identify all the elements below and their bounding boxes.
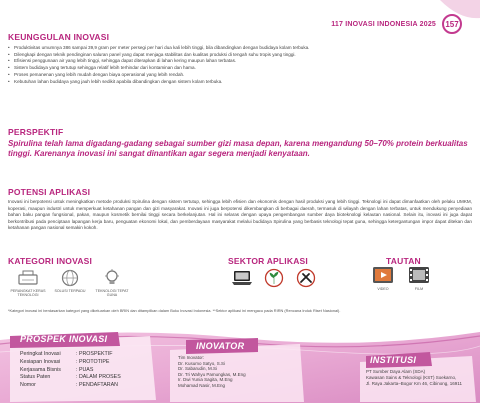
kategori-label: TEKNOLOGI TEPAT GUNA: [95, 289, 129, 298]
prospek-row: Kesiapan Inovasi : PROTOTIPE: [20, 358, 110, 365]
sektor-item: [260, 268, 288, 288]
page-header: [331, 14, 462, 34]
kategori-icons: [10, 268, 130, 297]
prospek-row: Status Paten : DALAM PROSES: [20, 374, 121, 381]
inovator-line: Dr. Sabarudin, M.Si: [178, 366, 218, 372]
institusi-line: Kawasan Sains & Teknologi (KST) Soekarno,: [366, 374, 457, 380]
kategori-label: SOLUSI TERPADU: [54, 289, 86, 293]
plant-icon: [261, 268, 287, 288]
list-item: • Dilengkapi dengan teknik pendinginan saluran panel yang dapat menjaga stabilitas dan kualitas produksi di tengah suhu tropis yang tinggi.: [8, 52, 468, 59]
potensi-text: Inovasi ini berpotensi untuk meningkatkan metode produksi Spirulina dengan sistem tertutup, sehingga lebih efisien dan ekonomis dengan hasil produksi yang lebih tinggi. Teknologi ini dapat dimanfaatkan oleh pelaku UMKM, koperasi, maupun industri untuk memperkuat ketahanan pangan dan gizi masyarakat. Inovasi ini juga berpotensi dikembangkan di berbagai daerah, termasuk di wilayah dengan lahan terbatas, untuk mendukung penyediaan bahan baku pangan fungsional, pakan, maupun kosmetik bernilai tinggi secara berkelanjutan. Hal ini selaras dengan upaya pengembangan sumber daya bioteknologi kelautan nasional. Selain itu, inovasi ini juga dapat berkontribusi pada penciptaan lapangan kerja baru, penguatan ekonomi lokal, dan pemberdayaan masyarakat melalui budidaya Spirulina yang berbasis teknologi tepat guna, sehingga ketergantungan impor dapat ditekan dan ketahanan pangan nasional semakin kokoh.: [8, 199, 472, 231]
kategori-heading: KATEGORI INOVASI: [8, 256, 93, 266]
tautan-film-link[interactable]: [404, 266, 434, 291]
laptop-icon: [229, 268, 255, 288]
keunggulan-heading: KEUNGGULAN INOVASI: [8, 32, 110, 42]
sektor-item: [228, 268, 256, 288]
tautan-icons: [368, 266, 434, 291]
list-item: • Kebutuhan lahan budidaya yang jauh lebih sedikit apabila dibandingkan dengan sistem kolam terbuka.: [8, 79, 468, 86]
page-number: 157: [442, 14, 462, 34]
perspektif-heading: PERSPEKTIF: [8, 127, 64, 137]
footnote: *Kategori inovasi ini berdasarkan kategori yang dikeluarkan oleh BRIN dan ditampilkan dalam Buku Inovasi Indonesia. **Sektor aplikasi ini mengacu pada RIRN (Rencana Induk Riset Nasional).: [8, 308, 341, 313]
perspektif-text: Spirulina telah lama digadang-gadang sebagai sumber gizi masa depan, karena mengandung 50–70% protein berkualitas tinggi. Karenanya inovasi ini sangat dinantikan agar segera menjadi kenyataan.: [8, 139, 468, 159]
kategori-label: PERANGKAT KERAS TEKNOLOGI: [10, 289, 46, 298]
prospek-row: Nomor : PENDAFTARAN: [20, 382, 118, 389]
list-item: • Sistem budidaya yang tertutup sehingga relatif lebih terhindar dari kontaminan dan hama.: [8, 65, 468, 72]
hardware-icon: [15, 268, 41, 288]
inovator-line: Dr. Kusumo Satyo, S.Si: [178, 360, 226, 366]
institusi-heading: INSTITUSI: [370, 355, 417, 365]
list-item: • Efisiensi penggunaan air yang lebih tinggi, sehingga dapat diterapkan di lahan kering maupun lahan terbatas.: [8, 58, 468, 65]
sektor-heading: SEKTOR APLIKASI: [228, 256, 308, 266]
inovator-line: Dr. Tri Wahyu Pamungkas, M.Eng: [178, 371, 246, 377]
inovator-heading: INOVATOR: [196, 341, 245, 351]
tautan-label: VIDEO: [377, 287, 389, 291]
potensi-heading: POTENSI APLIKASI: [8, 187, 91, 197]
tools-icon: [293, 268, 319, 288]
kategori-item: [10, 268, 46, 297]
institusi-line: Jl. Raya Jakarta–Bogor Km 46, Cibinong, 16911: [366, 380, 462, 386]
institusi-line: PT Sumber Daya Alam (SDA): [366, 369, 426, 374]
list-item: • Proses pemanenan yang lebih mudah dengan biaya operasional yang lebih rendah.: [8, 72, 468, 79]
prospek-row: Peringkat Inovasi : PROSPEKTIF: [20, 351, 113, 357]
sektor-icons: [228, 268, 320, 288]
kategori-item: [94, 268, 130, 297]
lightbulb-icon: [99, 268, 125, 288]
prospek-heading: PROSPEK INOVASI: [20, 334, 108, 344]
globe-icon: [57, 268, 83, 288]
inovator-list: [178, 355, 246, 389]
tautan-heading: TAUTAN: [386, 256, 421, 266]
keunggulan-list: [8, 45, 468, 85]
kategori-item: [52, 268, 88, 297]
video-icon: [370, 266, 396, 286]
institusi-info: [366, 369, 476, 386]
film-icon: [406, 266, 432, 286]
inovator-line: Ir. Dwi Yunia Sagita, M.Eng: [178, 377, 233, 383]
inovator-line: Tim Inovator:: [178, 355, 205, 360]
book-title: 117 INOVASI INDONESIA 2025: [331, 20, 436, 28]
prospek-row: Kerjasama Bisnis : PUAS: [20, 366, 94, 373]
sektor-item: [292, 268, 320, 288]
list-item: • Produktivitas umumnya 386 sampai 39,9 gram per meter persegi per hari dua kali lebih tinggi, bila dibandingkan dengan budidaya kolam terbuka.: [8, 45, 468, 52]
tautan-video-link[interactable]: [368, 266, 398, 291]
tautan-label: FILM: [414, 287, 424, 291]
inovator-line: Mohamad Nasir, M.Eng: [178, 382, 226, 388]
prospek-table: [20, 351, 121, 390]
